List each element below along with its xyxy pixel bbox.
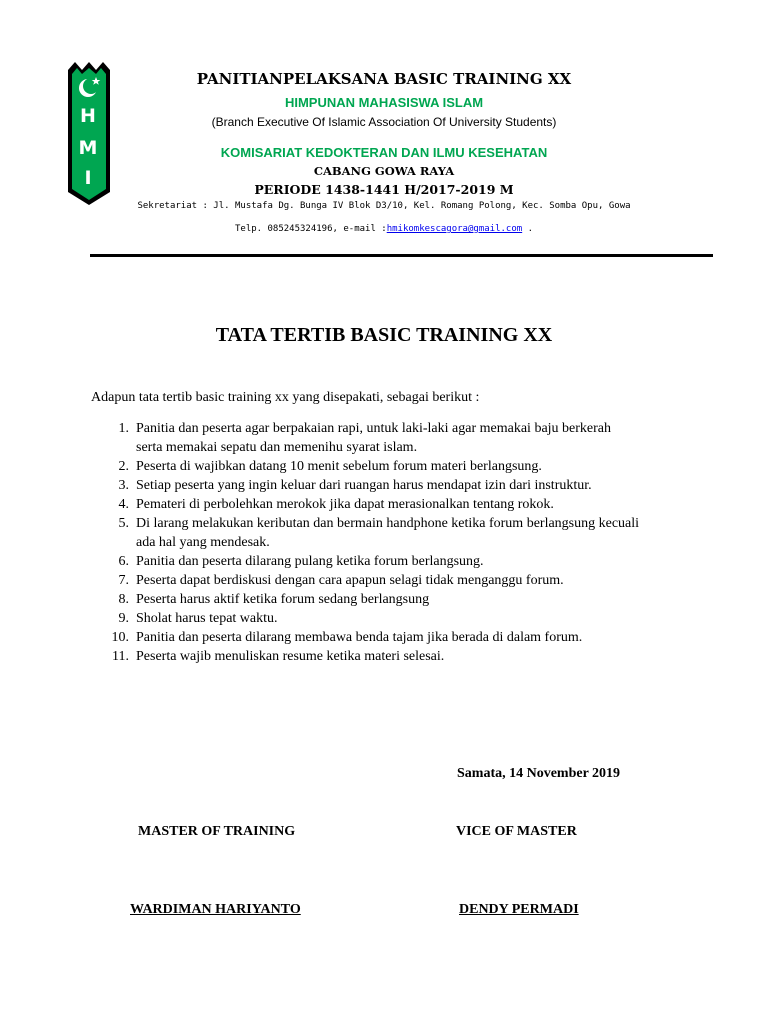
rule-text-line: serta memakai sepatu dan memenihu syarat islam. [136, 440, 418, 455]
rule-number: 2. [118, 459, 129, 474]
svg-text:M: M [78, 137, 98, 159]
contact-line [110, 224, 658, 234]
rule-number: 11. [112, 649, 129, 664]
rule-text-line: Setiap peserta yang ingin keluar dari ruangan harus mendapat izin dari instruktur. [136, 478, 592, 493]
rule-text-line: ada hal yang mendesak. [136, 535, 270, 550]
letterhead-divider [90, 254, 713, 257]
period: PERIODE 1438-1441 H/2017-2019 M [254, 182, 514, 197]
rule-number: 8. [118, 592, 129, 607]
rule-item [107, 628, 697, 647]
rule-text-line: Panitia dan peserta dilarang membawa benda tajam jika berada di dalam forum. [136, 630, 583, 645]
organization-name: HIMPUNAN MAHASISWA ISLAM [284, 95, 484, 110]
contact-suffix: . [522, 224, 534, 234]
rule-item [107, 476, 697, 495]
rule-text-line: Peserta harus aktif ketika forum sedang berlangsung [136, 592, 430, 607]
rule-number: 9. [118, 611, 129, 626]
right-signatory-title: VICE OF MASTER [456, 824, 577, 839]
hmi-logo-icon [66, 60, 112, 206]
rule-number: 6. [118, 554, 129, 569]
branch-name: CABANG GOWA RAYA [313, 164, 455, 178]
email-link[interactable]: hmikomkescagora@gmail.com [386, 224, 523, 234]
left-signatory-name: WARDIMAN HARIYANTO [130, 902, 301, 917]
rule-number: 1. [118, 421, 129, 436]
rule-item [107, 514, 697, 552]
rule-text-line: Peserta wajib menuliskan resume ketika materi selesai. [136, 649, 445, 664]
rule-item [107, 590, 697, 609]
rule-text-line: Panitia dan peserta dilarang pulang ketika forum berlangsung. [136, 554, 484, 569]
rule-item [107, 647, 697, 666]
svg-text:I: I [84, 167, 92, 189]
rule-item [107, 552, 697, 571]
rule-number: 4. [118, 497, 129, 512]
intro-text: Adapun tata tertib basic training xx yang disepakati, sebagai berikut : [91, 390, 480, 405]
right-signatory-name: DENDY PERMADI [459, 902, 579, 917]
rule-item [107, 457, 697, 476]
rule-text-line: Pemateri di perbolehkan merokok jika dapat merasionalkan tentang rokok. [136, 497, 554, 512]
svg-text:H: H [80, 105, 96, 127]
commissariat-name: KOMISARIAT KEDOKTERAN DAN ILMU KESEHATAN [220, 145, 548, 160]
rule-text-line: Panitia dan peserta agar berpakaian rapi, untuk laki-laki agar memakai baju berkerah [136, 421, 612, 436]
organization-english-name: (Branch Executive Of Islamic Association Of University Students) [211, 115, 557, 129]
rule-item [107, 571, 697, 590]
left-signatory-title: MASTER OF TRAINING [138, 824, 296, 839]
rule-text-line: Peserta di wajibkan datang 10 menit sebelum forum materi berlangsung. [136, 459, 542, 474]
rule-text-line: Sholat harus tepat waktu. [136, 611, 278, 626]
rule-number: 3. [118, 478, 129, 493]
place-date: Samata, 14 November 2019 [457, 766, 621, 781]
rule-number: 10. [111, 630, 129, 645]
rule-number: 5. [118, 516, 129, 531]
rule-item [107, 419, 697, 457]
committee-title: PANITIANPELAKSANA BASIC TRAINING XX [196, 70, 572, 88]
rule-text-line: Peserta dapat berdiskusi dengan cara apapun selagi tidak menganggu forum. [136, 573, 564, 588]
rule-text-line: Di larang melakukan keributan dan bermain handphone ketika forum berlangsung kecuali [136, 516, 640, 531]
document-title: TATA TERTIB BASIC TRAINING XX [215, 324, 553, 346]
secretariat-address: Sekretariat : Jl. Mustafa Dg. Bunga IV Blok D3/10, Kel. Romang Polong, Kec. Somba Opu, Gowa [137, 201, 631, 211]
rule-item [107, 609, 697, 628]
phone-label: Telp. 085245324196, e-mail : [234, 224, 387, 234]
rule-item [107, 495, 697, 514]
rules-list [107, 419, 697, 666]
rule-number: 7. [118, 573, 129, 588]
